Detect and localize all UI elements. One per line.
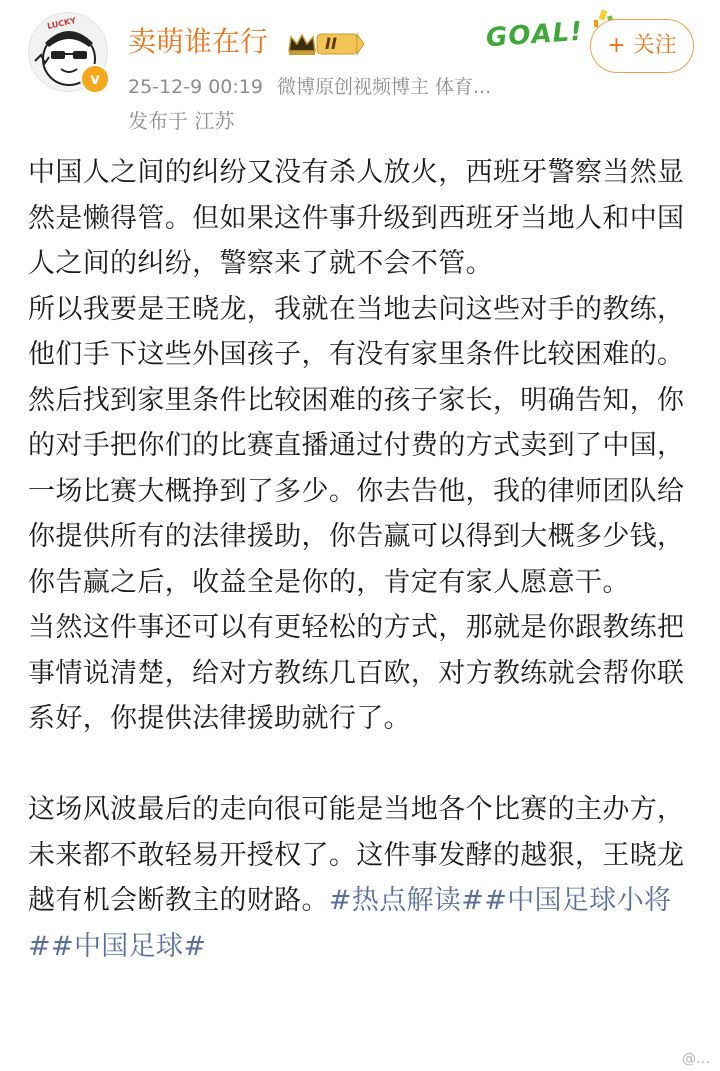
verified-icon: v: [80, 64, 110, 94]
post-paragraph: 然后找到家里条件比较困难的孩子家长，明确告知，你的对手把你们的比赛直播通过付费的方式卖到了中国，一场比赛大概挣到了多少。你去告他，我的律师团队给你提供所有的法律援助，你告赢可以得到大概多少钱，你告赢之后，收益全是你的，肯定有家人愿意干。: [28, 384, 685, 598]
post-source[interactable]: 微博原创视频博主 体育...: [276, 76, 492, 98]
hashtag-link-chinese-football[interactable]: #中国足球#: [50, 930, 207, 962]
post-paragraph: 当然这件事还可以有更轻松的方式，那就是你跟教练把事情说清楚，给对方教练几百欧，对方教练就会帮你联系好，你提供法律援助就行了。: [28, 612, 685, 734]
post-paragraph: 中国人之间的纠纷又没有杀人放火，西班牙警察当然显然是懒得管。但如果这件事升级到西班牙当地人和中国人之间的纠纷，警察来了就不会不管。: [28, 157, 685, 279]
post-body: [28, 150, 700, 969]
post-location: 发布于 江苏: [128, 109, 235, 133]
paragraph-spacer: [28, 742, 700, 788]
hashtag-link-hot-topic[interactable]: #热点解读#: [328, 885, 485, 916]
post-paragraph: 所以我要是王晓龙，我就在当地去问这些对手的教练，他们手下这些外国孩子，有没有家里条件比较困难的。: [28, 293, 685, 370]
post-header: [0, 0, 720, 140]
level-badge-text: II: [325, 34, 337, 53]
membership-level-badge[interactable]: [287, 31, 365, 57]
username[interactable]: 卖萌谁在行: [128, 25, 269, 58]
post-paragraph-text: 这场风波最后的走向很可能是当地各个比赛的主办方，未来都不敢轻易开授权了。这件事发酵的越狠，王晓龙越有机会断教主的财路。: [28, 794, 685, 916]
watermark: @…: [682, 1051, 710, 1067]
hashtag-link-youth-football[interactable]: #中国足球小将#: [28, 885, 672, 962]
post-paragraph-final: [28, 787, 700, 969]
post-meta: [128, 72, 491, 102]
avatar-cap-text: LUCKY: [46, 16, 77, 31]
avatar[interactable]: [28, 12, 108, 92]
goal-sticker-text: GOAL!: [485, 16, 584, 54]
follow-button[interactable]: + 关注: [590, 19, 694, 73]
post-timestamp: 25-12-9 00:19: [128, 76, 263, 98]
